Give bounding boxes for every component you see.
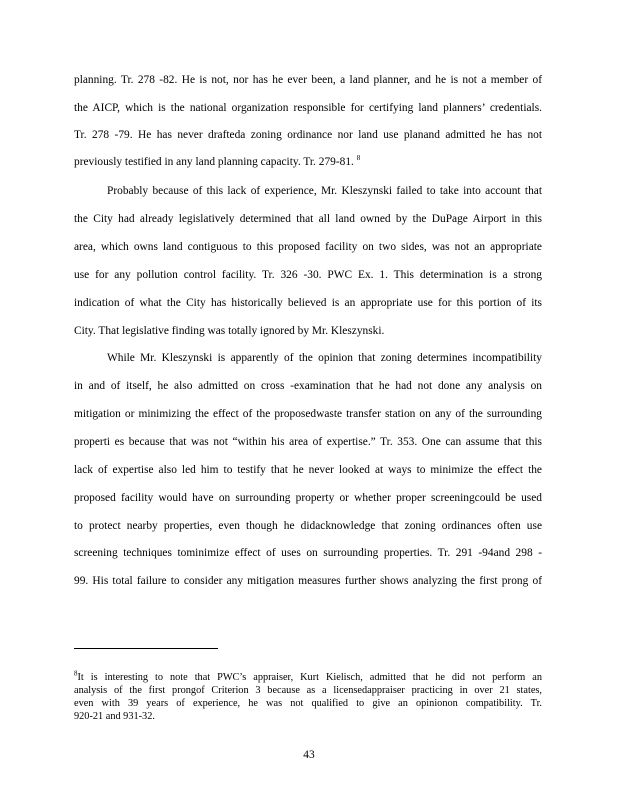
body-line-7: area, which owns land contiguous to this proposed facility on two sides, was not an appropriate: [74, 241, 542, 253]
body-line-5: Probably because of this lack of experience, Mr. Kleszynski failed to take into account that: [107, 185, 542, 197]
body-line-15: lack of expertise also led him to testify that he never looked at ways to minimize the effect the: [74, 464, 542, 476]
body-line-12: in and of itself, he also admitted on cross -examination that he had not done any analysis on: [74, 380, 542, 392]
body-line-4: [74, 155, 542, 169]
body-line-3: Tr. 278 -79. He has never drafteda zoning ordinance nor land use planand admitted he has not: [74, 129, 542, 141]
body-line-9: indication of what the City has historically believed is an appropriate use for this portion of its: [74, 297, 542, 309]
footnote-line-3: even with 39 years of experience, he was not qualified to give an opinionon compatibility. Tr.: [74, 698, 542, 709]
footnote-reference: 8: [356, 154, 361, 163]
body-line-17: to protect nearby properties, even though he didacknowledge that zoning ordinances often use: [74, 520, 542, 532]
footnote-marker: 8: [74, 669, 78, 678]
footnote-separator: [74, 648, 218, 649]
page-number: 43: [303, 749, 315, 761]
body-line-8: use for any pollution control facility. Tr. 326 -30. PWC Ex. 1. This determination is a strong: [74, 269, 542, 281]
body-line-14: properti es because that was not “within his area of expertise.” Tr. 353. One can assume that this: [74, 436, 542, 448]
body-line-11: While Mr. Kleszynski is apparently of the opinion that zoning determines incompatibility: [107, 352, 542, 364]
footnote-line-2: analysis of the first prongof Criterion 3 because as a licensedappraiser practicing in over 21 states,: [74, 685, 542, 696]
body-line-19: 99. His total failure to consider any mitigation measures further shows analyzing the first prong of: [74, 575, 542, 587]
footnote-line-1: [74, 669, 542, 684]
body-line-1: planning. Tr. 278 -82. He is not, nor has he ever been, a land planner, and he is not a member of: [74, 74, 542, 86]
body-line-13: mitigation or minimizing the effect of the proposedwaste transfer station on any of the surrounding: [74, 408, 542, 420]
body-line-16: proposed facility would have on surrounding property or whether proper screeningcould be used: [74, 492, 542, 504]
body-line-2: the AICP, which is the national organization responsible for certifying land planners’ credentials.: [74, 102, 542, 114]
footnote-line-4: 920-21 and 931-32.: [74, 711, 155, 722]
footnote-line-1-text: It is interesting to note that PWC’s appraiser, Kurt Kielisch, admitted that he did not perform an: [77, 672, 542, 683]
body-line-6: the City had already legislatively determined that all land owned by the DuPage Airport in this: [74, 213, 542, 225]
body-line-18: screening techniques tominimize effect of uses on surrounding properties. Tr. 291 -94and 298 -: [74, 547, 542, 559]
body-line-4-text: previously testified in any land planning capacity. Tr. 279-81.: [74, 156, 354, 168]
body-line-10: City. That legislative finding was totally ignored by Mr. Kleszynski.: [74, 325, 385, 337]
